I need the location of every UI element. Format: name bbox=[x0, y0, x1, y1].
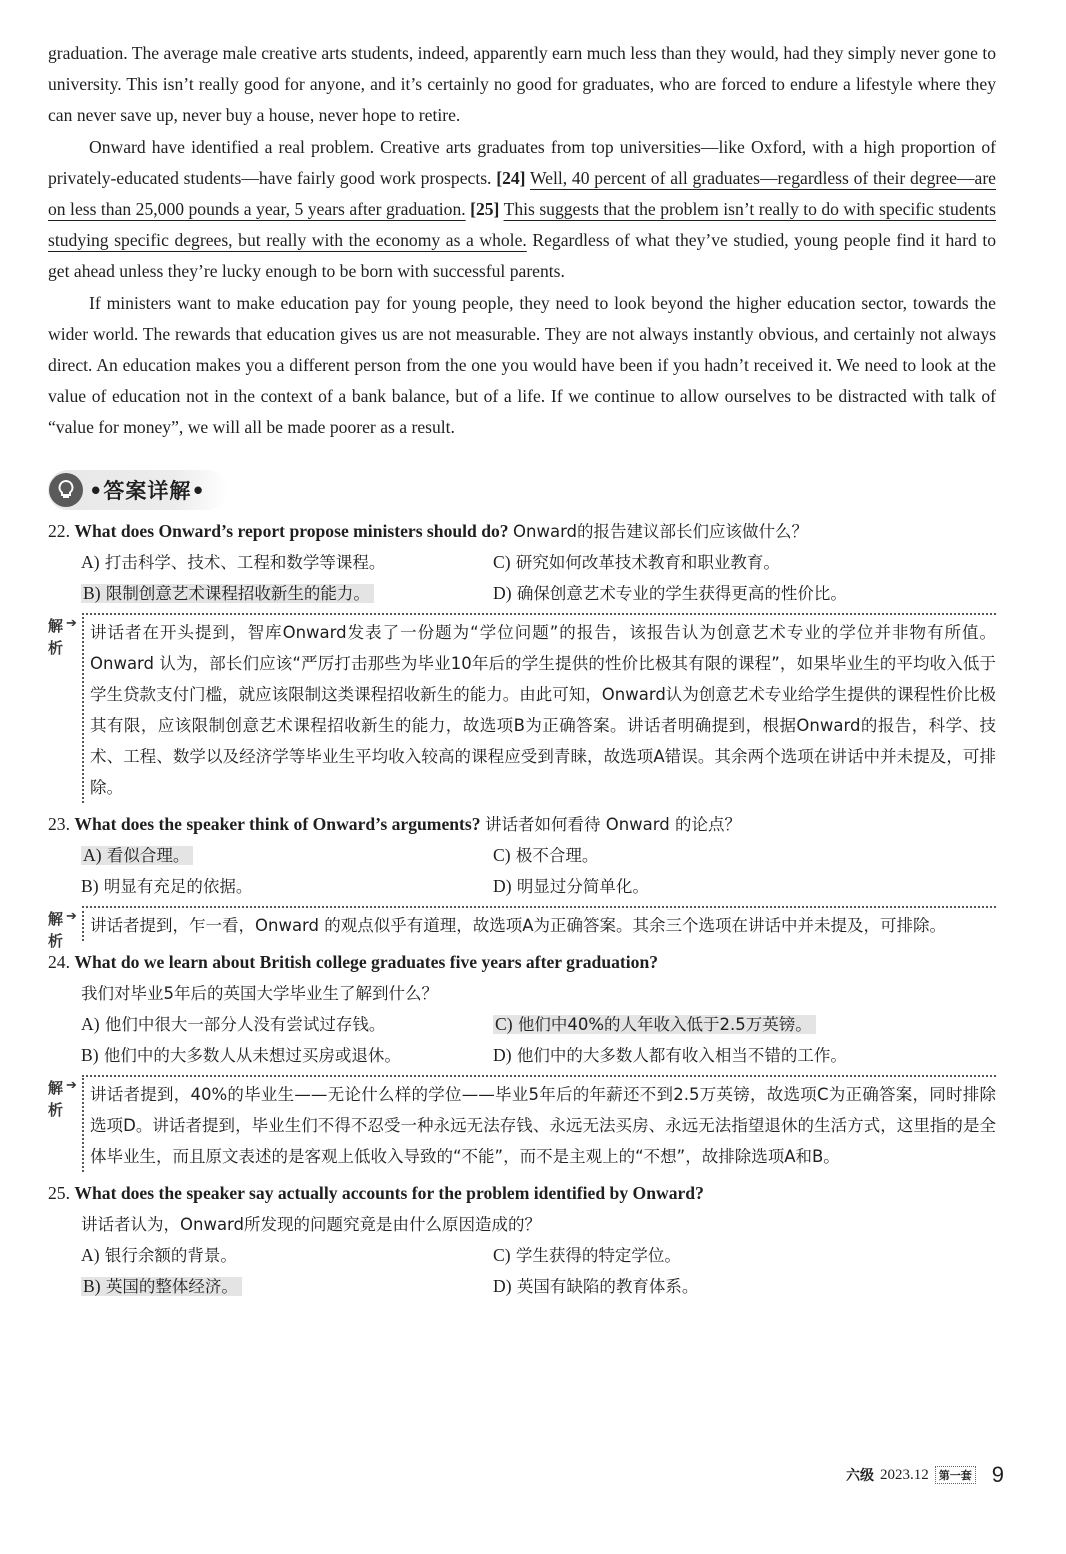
option-text: 他们中很大一部分人没有尝试过存钱。 bbox=[104, 1014, 386, 1034]
option-text: 他们中的大多数人从未想过买房或退休。 bbox=[103, 1045, 401, 1065]
option-letter: A) bbox=[83, 844, 102, 865]
option-text: 银行余额的背景。 bbox=[104, 1245, 237, 1265]
question-number: 24. bbox=[48, 951, 70, 972]
option-body bbox=[81, 1015, 385, 1034]
option-c bbox=[493, 840, 996, 871]
question-english: What does Onward’s report propose ministers should do? bbox=[74, 520, 509, 541]
question-title bbox=[48, 809, 996, 840]
options-grid bbox=[48, 547, 996, 609]
option-a bbox=[81, 1240, 493, 1271]
section-title: •答案详解• bbox=[89, 478, 206, 503]
analysis-block bbox=[48, 613, 996, 803]
question-marker: [24] bbox=[496, 167, 526, 188]
option-d bbox=[493, 1271, 996, 1302]
option-body bbox=[493, 1046, 847, 1065]
exam-level: 六级 bbox=[846, 1468, 874, 1484]
option-letter: A) bbox=[81, 1244, 100, 1265]
option-text: 限制创意艺术课程招收新生的能力。 bbox=[105, 583, 370, 603]
option-letter: B) bbox=[81, 1044, 99, 1065]
question-chinese: 讲话者认为，Onward所发现的问题究竟是由什么原因造成的？ bbox=[81, 1214, 542, 1234]
page-content bbox=[48, 38, 996, 1302]
question-chinese: 我们对毕业5年后的英国大学毕业生了解到什么？ bbox=[81, 983, 438, 1003]
option-body bbox=[81, 1246, 237, 1265]
option-text: 他们中40%的人年收入低于2.5万英镑。 bbox=[517, 1014, 812, 1034]
option-c bbox=[493, 547, 996, 578]
option-d bbox=[493, 578, 996, 609]
option-text: 明显有充足的依据。 bbox=[103, 876, 253, 896]
option-b bbox=[81, 871, 493, 902]
question-number: 22. bbox=[48, 520, 70, 541]
option-text: 他们中的大多数人都有收入相当不错的工作。 bbox=[516, 1045, 847, 1065]
analysis-label: 解析 bbox=[48, 909, 64, 950]
option-letter: A) bbox=[81, 1013, 100, 1034]
analysis-text: 讲话者提到，40%的毕业生——无论什么样的学位——毕业5年后的年薪还不到2.5万英镑，故选项C为正确答案，同时排除选项D。讲话者提到，毕业生们不得不忍受一种永远无法存钱、永远无法买房、永远无法指望退休的生活方式，这里指的是全体毕业生，而且原文表述的是客观上低收入导致的“不能”，而不是主观上的“不想”，故排除选项A和B。 bbox=[82, 1075, 996, 1172]
page-number: 9 bbox=[991, 1462, 1004, 1487]
underlined-answer-text: This suggests that the problem isn’t really to do with specific students studying specific degrees, but really with the economy as a whole. bbox=[48, 199, 996, 251]
option-letter: C) bbox=[493, 844, 511, 865]
arrow-right-icon: ➔ bbox=[66, 614, 77, 630]
option-letter: D) bbox=[493, 582, 512, 603]
underlined-answer-text: Well, 40 percent of all graduates—regardless of their degree—are on less than 25,000 pounds a year, 5 years after graduation. bbox=[48, 167, 996, 220]
analysis-text: 讲话者在开头提到，智库Onward发表了一份题为“学位问题”的报告，该报告认为创意艺术专业的学位并非物有所值。Onward 认为，部长们应该“严厉打击那些为毕业10年后的学生提供的性价比极其有限的课程”，如果毕业生的平均收入低于学生贷款支付门槛，就应该限制这类课程招收新生的能力。由此可知，Onward认为创意艺术专业给学生提供的课程性价比极其有限，应该限制创意艺术课程招收新生的能力，故选项B为正确答案。讲话者明确提到，根据Onward的报告，科学、技术、工程、数学以及经济学等毕业生平均收入较高的课程应受到青睐，故选项A错误。其余两个选项在讲话中并未提及，可排除。 bbox=[82, 613, 996, 803]
question-23 bbox=[48, 809, 996, 950]
correct-answer-highlight bbox=[81, 584, 374, 603]
option-body bbox=[493, 553, 780, 572]
option-body bbox=[81, 877, 252, 896]
option-body bbox=[493, 877, 649, 896]
option-body bbox=[493, 584, 847, 603]
option-letter: B) bbox=[83, 1275, 101, 1296]
option-b bbox=[81, 1040, 493, 1071]
questions-list bbox=[48, 516, 996, 1302]
option-body bbox=[493, 846, 598, 865]
analysis-label: 解析 bbox=[48, 1078, 64, 1119]
option-body bbox=[493, 1277, 698, 1296]
option-letter: D) bbox=[493, 875, 512, 896]
option-c bbox=[493, 1240, 996, 1271]
option-letter: B) bbox=[81, 875, 99, 896]
option-text: 看似合理。 bbox=[106, 845, 190, 865]
passage-paragraph bbox=[48, 288, 996, 444]
passage-text: Onward have identified a real problem. Creative arts graduates from top universities—like Oxford, with a high proportion of privately-educated students—have fairly good work prospects. bbox=[48, 136, 996, 188]
arrow-right-icon: ➔ bbox=[66, 907, 77, 923]
option-letter: D) bbox=[493, 1044, 512, 1065]
options-grid bbox=[48, 840, 996, 902]
option-text: 英国有缺陷的教育体系。 bbox=[516, 1276, 699, 1296]
analysis-text: 讲话者提到，乍一看，Onward 的观点似乎有道理，故选项A为正确答案。其余三个选项在讲话中并未提及，可排除。 bbox=[82, 906, 996, 941]
page-footer bbox=[846, 1462, 1004, 1488]
option-c bbox=[493, 1009, 996, 1040]
question-24 bbox=[48, 947, 996, 1172]
correct-answer-highlight bbox=[81, 846, 193, 865]
exam-date: 2023.12 bbox=[880, 1466, 929, 1483]
passage-text: graduation. The average male creative arts students, indeed, apparently earn much less than they would, had they simply never gone to university. This isn’t really good for anyone, and it’s certainly no good for graduates, who are forced to endure a lifestyle where they can never save up, never buy a house, never hope to retire. bbox=[48, 43, 996, 126]
passage-text: If ministers want to make education pay for young people, they need to look beyond the higher education sector, towards the wider world. The rewards that education gives us are not measurable. They are not always instantly obvious, and certainly not always direct. An education makes you a different person from the one you would have been if you hadn’t received it. We need to look at the value of education not in the context of a bank balance, but of a life. If we continue to allow ourselves to be distracted with talk of “value for money”, we will all be made poorer as a result. bbox=[48, 292, 996, 438]
option-letter: A) bbox=[81, 551, 100, 572]
option-b bbox=[81, 578, 493, 609]
correct-answer-highlight bbox=[81, 1277, 242, 1296]
question-title bbox=[48, 947, 996, 978]
question-title bbox=[48, 516, 996, 547]
question-title bbox=[48, 1178, 996, 1209]
option-letter: C) bbox=[495, 1013, 513, 1034]
question-22 bbox=[48, 516, 996, 803]
option-b bbox=[81, 1271, 493, 1302]
option-letter: D) bbox=[493, 1275, 512, 1296]
question-25 bbox=[48, 1178, 996, 1302]
option-letter: C) bbox=[493, 551, 511, 572]
option-text: 研究如何改革技术教育和职业教育。 bbox=[515, 552, 780, 572]
option-body bbox=[81, 1046, 401, 1065]
passage-text: Regardless of what they’ve studied, young people find it hard to get ahead unless they’re lucky enough to be born with successful parents. bbox=[48, 230, 997, 282]
passage-paragraph bbox=[48, 38, 996, 132]
arrow-right-icon: ➔ bbox=[66, 1076, 77, 1092]
option-a bbox=[81, 547, 493, 578]
options-grid bbox=[48, 1240, 996, 1302]
question-number: 23. bbox=[48, 813, 70, 834]
analysis-block bbox=[48, 906, 996, 950]
question-chinese: Onward的报告建议部长们应该做什么？ bbox=[513, 521, 809, 541]
option-letter: C) bbox=[493, 1244, 511, 1265]
option-text: 确保创意艺术专业的学生获得更高的性价比。 bbox=[516, 583, 847, 603]
question-chinese: 讲话者如何看待 Onward 的论点？ bbox=[484, 814, 741, 834]
question-english: What does the speaker think of Onward’s arguments? bbox=[74, 813, 481, 834]
option-d bbox=[493, 871, 996, 902]
question-english: What do we learn about British college graduates five years after graduation? bbox=[74, 951, 659, 972]
option-d bbox=[493, 1040, 996, 1071]
passage bbox=[48, 38, 996, 444]
lightbulb-icon bbox=[49, 473, 83, 507]
options-grid bbox=[48, 1009, 996, 1071]
option-a bbox=[81, 840, 493, 871]
option-text: 明显过分简单化。 bbox=[516, 876, 649, 896]
option-a bbox=[81, 1009, 493, 1040]
option-text: 学生获得的特定学位。 bbox=[515, 1245, 681, 1265]
option-text: 打击科学、技术、工程和数学等课程。 bbox=[104, 552, 386, 572]
section-header bbox=[48, 470, 228, 510]
option-body bbox=[81, 553, 385, 572]
exam-set: 第一套 bbox=[935, 1466, 976, 1484]
passage-paragraph bbox=[48, 132, 996, 288]
option-letter: B) bbox=[83, 582, 101, 603]
question-marker: [25] bbox=[470, 199, 500, 220]
analysis-block bbox=[48, 1075, 996, 1172]
option-text: 英国的整体经济。 bbox=[105, 1276, 238, 1296]
option-text: 极不合理。 bbox=[515, 845, 599, 865]
analysis-label: 解析 bbox=[48, 616, 64, 657]
option-body bbox=[493, 1246, 681, 1265]
question-number: 25. bbox=[48, 1182, 70, 1203]
question-english: What does the speaker say actually accounts for the problem identified by Onward? bbox=[74, 1182, 704, 1203]
correct-answer-highlight bbox=[493, 1015, 816, 1034]
